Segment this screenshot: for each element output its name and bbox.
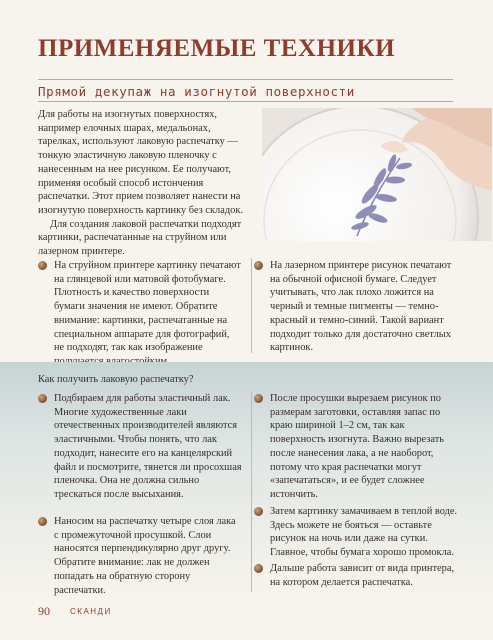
bullet-icon — [254, 261, 263, 270]
howto-step-3 — [270, 392, 458, 502]
bullet-icon — [254, 394, 263, 403]
laser-note-text: На лазерном принтере рисунок печатают на обычной офисной бумаге. Следует учитывать, что лак плохо ложится на черный и темные пигменты — темно-красный и темно-синий. Такой вариант подходит только для достаточно светлых картинок. — [270, 260, 452, 354]
page-title: ПРИМЕНЯЕМЫЕ ТЕХНИКИ — [38, 35, 396, 62]
howto-question: Как получить лаковую распечатку? — [38, 374, 194, 385]
bullet-icon — [38, 261, 47, 270]
intro-paragraph-1: Для работы на изогнутых поверхностях, например елочных шарах, медальонах, тарелках, используют лаковую распечатку — тонкую эластичную лаковую пленочку с нанесенным на нее рисунком. Ее получают, применяя особый способ истончения распечатки. Этот прием позволяет нанести на изогнутую поверхность картинку без складок. — [38, 109, 243, 216]
howto-step-1 — [54, 392, 242, 502]
bullet-icon — [254, 564, 263, 573]
inkjet-note — [54, 259, 242, 369]
laser-note — [270, 259, 460, 355]
title-divider-bottom — [38, 101, 453, 102]
intro-paragraph-2: Для создания лаковой распечатки подходят картинки, распечатанные на струйном или лазерном принтере. — [38, 218, 242, 258]
howto-step-4-text: Затем картинку замачиваем в теплой воде. Здесь можете не бояться — оставьте рисунок на ночь или даже на сутки. Главное, чтобы бумага хорошо промокла. — [270, 506, 458, 559]
howto-step-2 — [54, 515, 242, 597]
bullet-icon — [38, 394, 47, 403]
page-number: 90 — [38, 604, 50, 618]
column-divider — [251, 258, 252, 353]
howto-step-4 — [270, 505, 458, 560]
title-divider-top — [38, 79, 453, 80]
column-divider — [251, 392, 252, 592]
howto-step-3-text: После просушки вырезаем рисунок по размерам заготовки, оставляя запас по краю шириной 1–2 см, так как поверхность изогнута. Важно вырезать после нанесения лака, а не наоборот, потому что края распечатки могут «запечататься», и ее будет сложнее истончить. — [270, 393, 445, 500]
footer-section-name: СКАНДИ — [70, 607, 112, 616]
howto-step-5-text: Дальше работа зависит от вида принтера, на котором делается распечатка. — [270, 563, 455, 588]
section-subtitle: Прямой декупаж на изогнутой поверхности — [38, 84, 355, 99]
howto-step-5 — [270, 562, 460, 589]
bullet-icon — [38, 517, 47, 526]
bullet-icon — [254, 507, 263, 516]
inkjet-note-text: На струйном принтере картинку печатают на глянцевой или матовой фотобумаге. Плотность и качество поверхности бумаги значения не имеют. Обратите внимание: картинки, распечатанные на специальном аппарате для фотографий, не подходят, так как изображение — [54, 260, 241, 354]
plate-illustration — [262, 108, 492, 241]
intro-text — [38, 108, 246, 259]
howto-step-1-text: Подбираем для работы эластичный лак. Многие художественные лаки отечественных производителей являются эластичными. Чтобы понять, что лак подходит, нанесите его на канцелярский файл и посмотрите, тянется ли просохшая пленочка. Она не должна сильно трескаться после высыхания. — [54, 393, 242, 500]
decoupage-plate-photo — [262, 108, 492, 241]
howto-step-2-text: Наносим на распечатку четыре слоя лака с промежуточной просушкой. Слои наносятся перпендикулярно друг другу. Обратите внимание: лак не должен попадать на обратную сторону распечатки. — [54, 516, 236, 596]
